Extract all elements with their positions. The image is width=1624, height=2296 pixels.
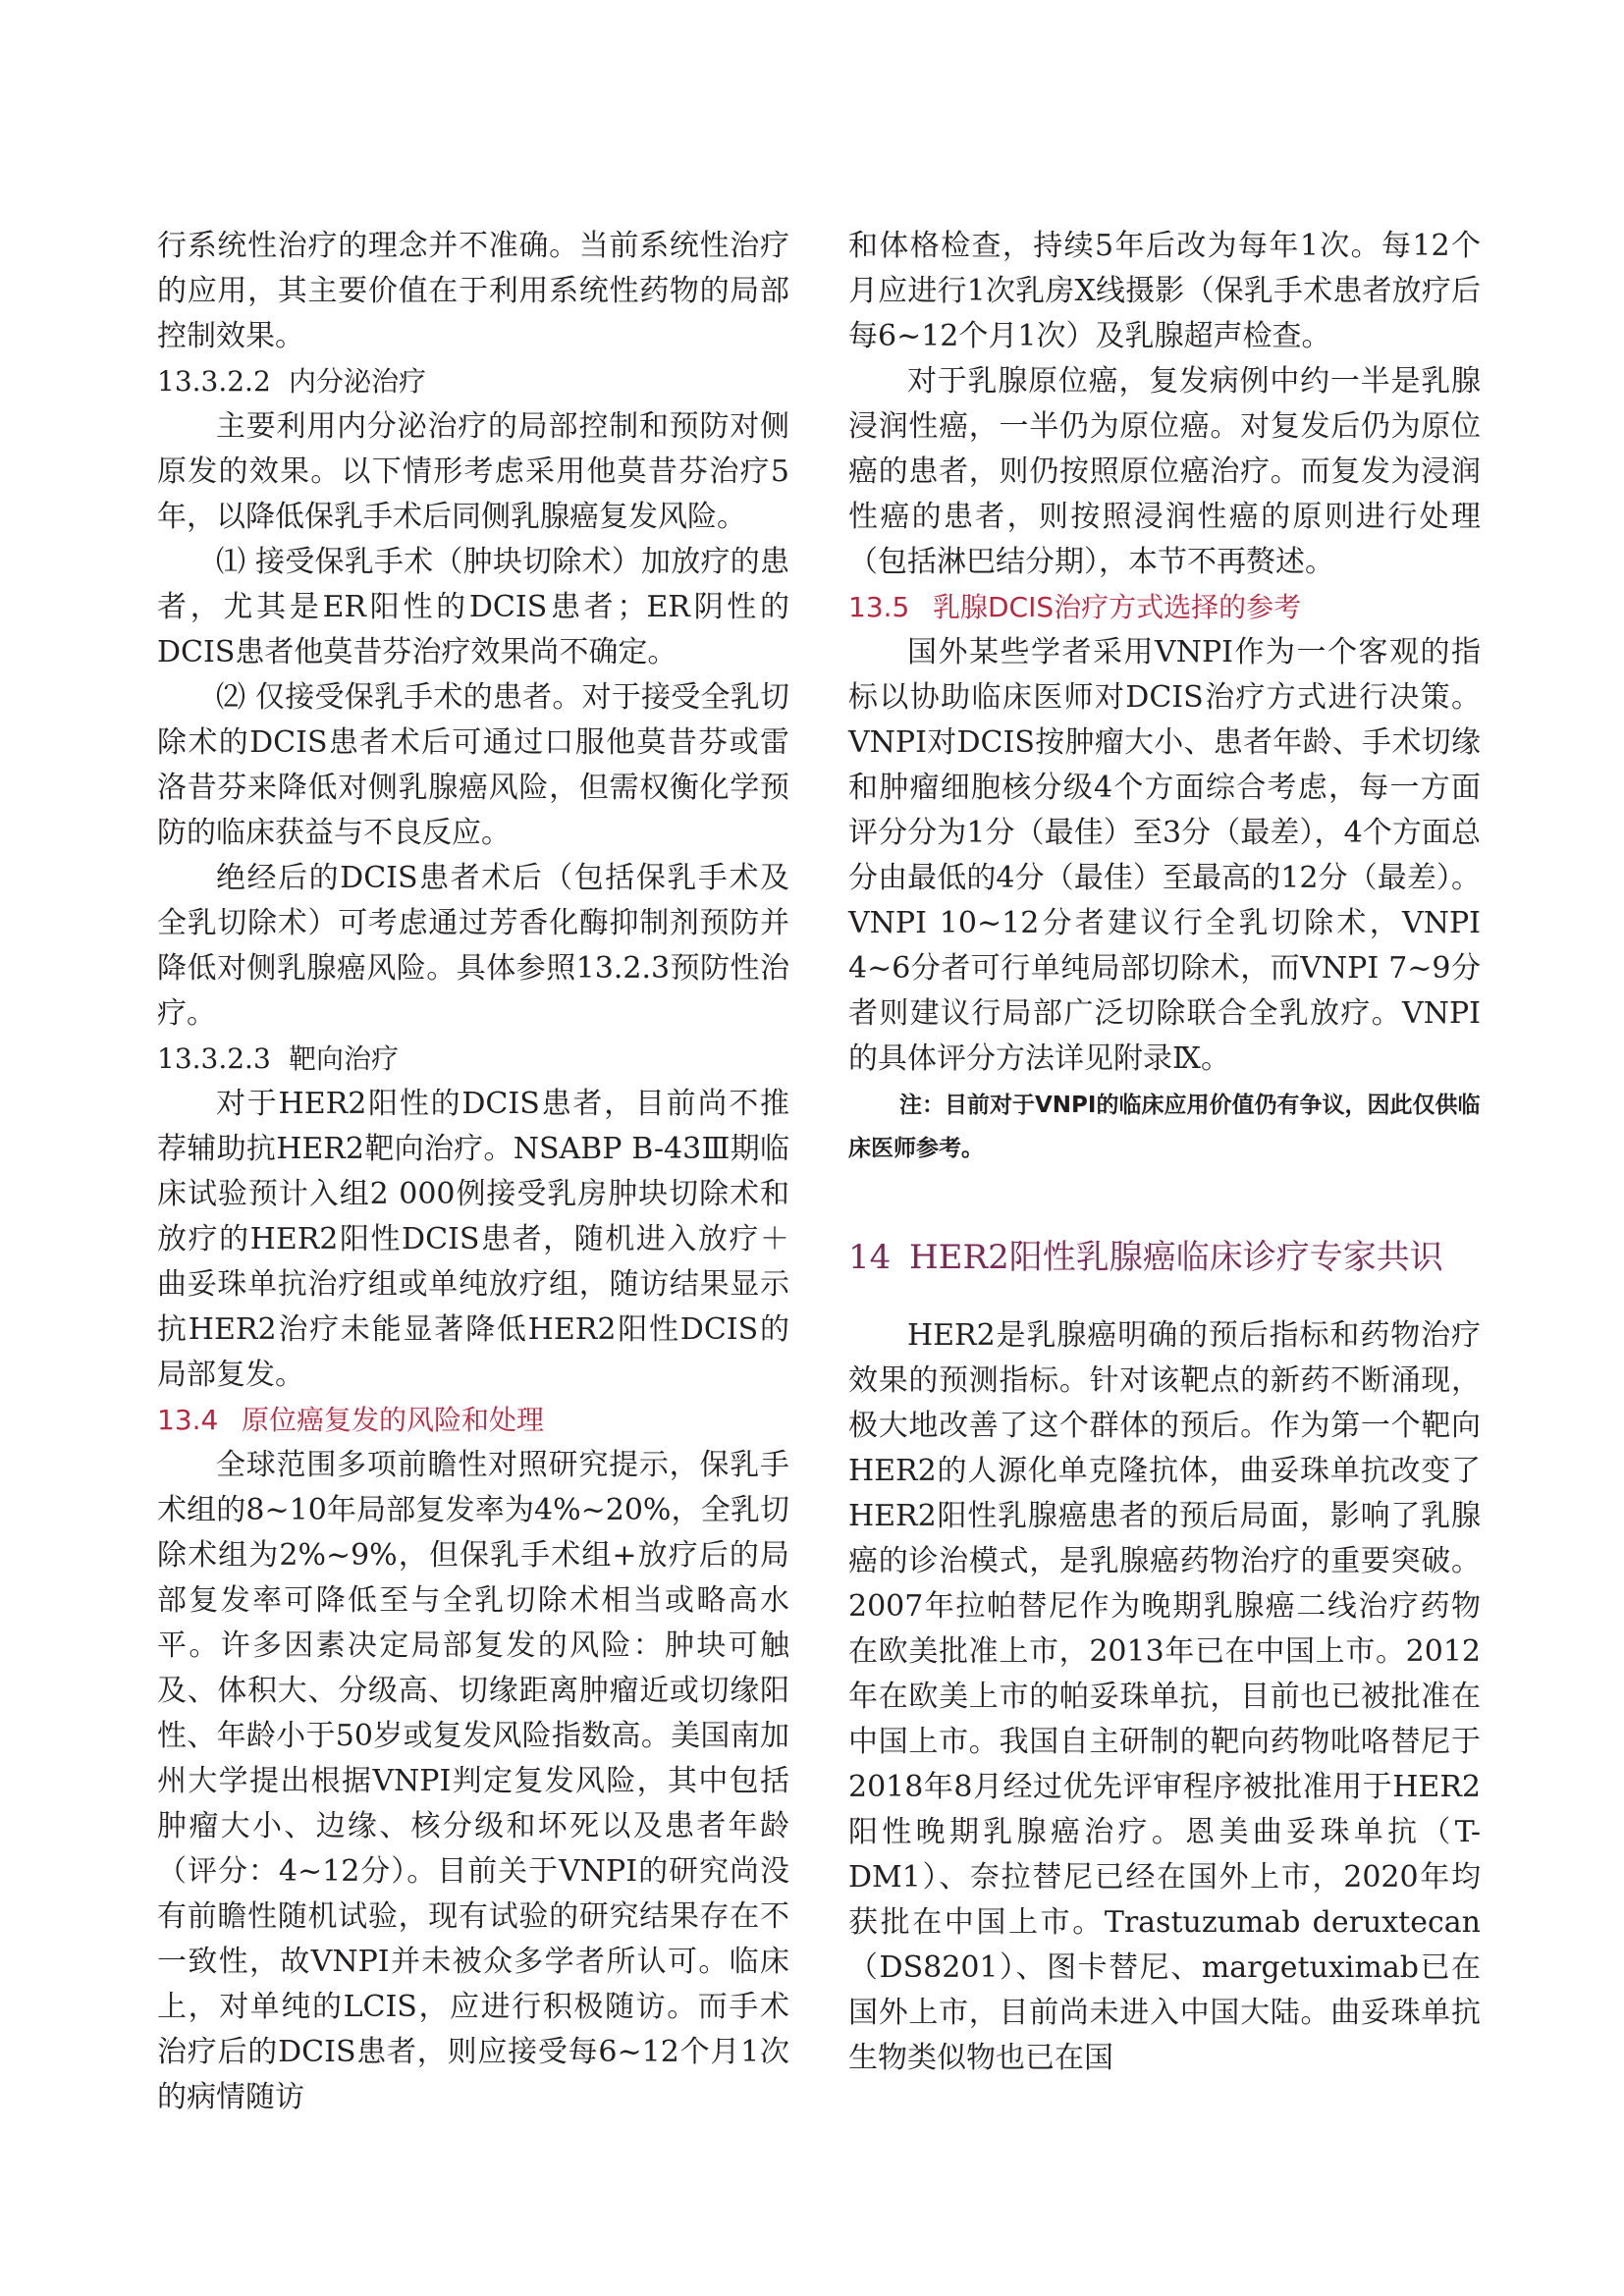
section-title: 乳腺DCIS治疗方式选择的参考: [933, 591, 1302, 623]
body-paragraph: 和体格检查，持续5年后改为每年1次。每12个月应进行1次乳房X线摄影（保乳手术患者放疗后每6~12个月1次）及乳腺超声检查。: [848, 229, 1481, 353]
body-paragraph: ⑵ 仅接受保乳手术的患者。对于接受全乳切除术的DCIS患者术后可通过口服他莫昔芬或雷洛昔芬来降低对侧乳腺癌风险，但需权衡化学预防的临床获益与不良反应。: [157, 680, 789, 850]
section-heading: [848, 585, 1481, 630]
body-paragraph: 行系统性治疗的理念并不准确。当前系统性治疗的应用，其主要价值在于利用系统性药物的局部控制效果。: [157, 229, 789, 353]
body-paragraph: 主要利用内分泌治疗的局部控制和预防对侧原发的效果。以下情形考虑采用他莫昔芬治疗5年，以降低保乳手术后同侧乳腺癌复发风险。: [157, 409, 789, 534]
right-column: [848, 224, 1481, 2081]
subsection-title: 内分泌治疗: [289, 365, 427, 398]
body-paragraph: ⑴ 接受保乳手术（肿块切除术）加放疗的患者，尤其是ER阳性的DCIS患者；ER阴性的DCIS患者他莫昔芬治疗效果尚不确定。: [157, 545, 789, 669]
subsection-number: 13.3.2.2: [157, 365, 271, 398]
body-paragraph: 全球范围多项前瞻性对照研究提示，保乳手术组的8~10年局部复发率为4%~20%，全乳切除术组为2%~9%，但保乳手术组+放疗后的局部复发率可降低至与全乳切除术相当或略高水平。许多因素决定局部复发的风险：肿块可触及、体积大、分级高、切缘距离肿瘤近或切缘阳性、年龄小于50岁或复发风险指数高。美国南加州大学提出根据VNPI判定复发风险，其中包括肿瘤大小、边缘、核分级和坏死以及患者年龄（评分：4~12分）。目前关于VNPI的研究尚没有前瞻性随机试验，现有试验的研究结果存在不一致性，故VNPI并未被众多学者所认可。临床上，对单纯的LCIS，应进行积极随访。而手术治疗后的DCIS患者，则应接受每6~12个月1次的病情随访: [157, 1448, 789, 2114]
chapter-title: HER2阳性乳腺癌临床诊疗专家共识: [909, 1238, 1443, 1277]
section-title: 原位癌复发的风险和处理: [242, 1404, 545, 1436]
note-text: 注：目前对于VNPI的临床应用价值仍有争议，因此仅供临床医师参考。: [848, 1093, 1481, 1161]
subsection-title: 靶向治疗: [289, 1042, 400, 1075]
left-column: [157, 224, 789, 2120]
body-paragraph: 绝经后的DCIS患者术后（包括保乳手术及全乳切除术）可考虑通过芳香化酶抑制剂预防并降低对侧乳腺癌风险。具体参照13.2.3预防性治疗。: [157, 861, 789, 1031]
chapter-number: 14: [848, 1238, 892, 1277]
subsection-heading: [157, 1037, 789, 1082]
subsection-heading: [157, 359, 789, 404]
section-number: 13.4: [157, 1404, 219, 1436]
body-paragraph: 对于HER2阳性的DCIS患者，目前尚不推荐辅助抗HER2靶向治疗。NSABP B-43Ⅲ期临床试验预计入组2 000例接受乳房肿块切除术和放疗的HER2阳性DCIS患者，随机进入放疗＋曲妥珠单抗治疗组或单纯放疗组，随访结果显示抗HER2治疗未能显著降低HER2阳性DCIS的局部复发。: [157, 1087, 789, 1392]
section-number: 13.5: [848, 591, 910, 623]
chapter-heading: [848, 1235, 1481, 1280]
body-paragraph: HER2是乳腺癌明确的预后指标和药物治疗效果的预测指标。针对该靶点的新药不断涌现，极大地改善了这个群体的预后。作为第一个靶向HER2的人源化单克隆抗体，曲妥珠单抗改变了HER2阳性乳腺癌患者的预后局面，影响了乳腺癌的诊治模式，是乳腺癌药物治疗的重要突破。2007年拉帕替尼作为晚期乳腺癌二线治疗药物在欧美批准上市，2013年已在中国上市。2012年在欧美上市的帕妥珠单抗，目前也已被批准在中国上市。我国自主研制的靶向药物吡咯替尼于2018年8月经过优先评审程序被批准用于HER2阳性晚期乳腺癌治疗。恩美曲妥珠单抗（T-DM1）、奈拉替尼已经在国外上市，2020年均获批在中国上市。Trastuzumab deruxtecan（DS8201）、图卡替尼、margetuximab已在国外上市，目前尚未进入中国大陆。曲妥珠单抗生物类似物也已在国: [848, 1318, 1481, 2075]
body-paragraph: 国外某些学者采用VNPI作为一个客观的指标以协助临床医师对DCIS治疗方式进行决策。VNPI对DCIS按肿瘤大小、患者年龄、手术切缘和肿瘤细胞核分级4个方面综合考虑，每一方面评分分为1分（最佳）至3分（最差），4个方面总分由最低的4分（最佳）至最高的12分（最差）。VNPI 10~12分者建议行全乳切除术，VNPI 4~6分者可行单纯局部切除术，而VNPI 7~9分者则建议行局部广泛切除联合全乳放疗。VNPI的具体评分方法详见附录Ⅸ。: [848, 635, 1481, 1076]
section-heading: [157, 1398, 789, 1443]
body-paragraph: 对于乳腺原位癌，复发病例中约一半是乳腺浸润性癌，一半仍为原位癌。对复发后仍为原位癌的患者，则仍按照原位癌治疗。而复发为浸润性癌的患者，则按照浸润性癌的原则进行处理（包括淋巴结分期），本节不再赘述。: [848, 364, 1481, 579]
subsection-number: 13.3.2.3: [157, 1042, 271, 1075]
